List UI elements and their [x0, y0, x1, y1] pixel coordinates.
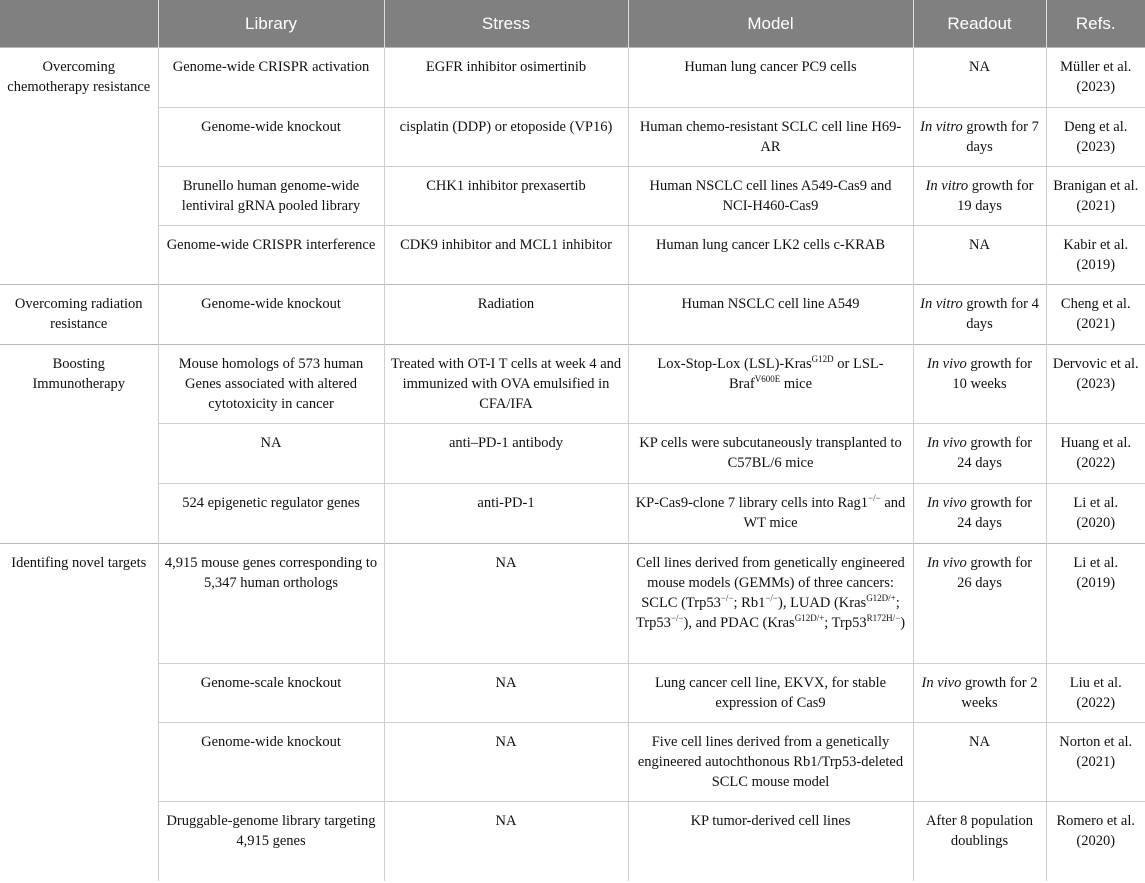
table-row: [0, 484, 1145, 544]
cell-refs: Liu et al. (2022): [1046, 664, 1145, 723]
header-category: [0, 0, 158, 48]
cell-refs: Cheng et al. (2021): [1046, 285, 1145, 345]
cell-stress: NA: [384, 664, 628, 723]
cell-readout: [913, 345, 1046, 424]
readout-text: growth for 2 weeks: [961, 675, 1038, 711]
readout-italic: In vivo: [921, 675, 962, 691]
readout-text: After 8 population doublings: [925, 813, 1034, 849]
cell-stress: Radiation: [384, 285, 628, 345]
table-row: [0, 544, 1145, 664]
readout-text: growth for 24 days: [957, 495, 1033, 531]
cell-refs: Li et al. (2020): [1046, 484, 1145, 544]
readout-italic: In vivo: [926, 495, 967, 511]
cell-library: Genome-scale knockout: [158, 664, 384, 723]
cell-stress: EGFR inhibitor osimertinib: [384, 48, 628, 108]
cell-library: Genome-wide CRISPR activation: [158, 48, 384, 108]
cell-model: Human chemo-resistant SCLC cell line H69-AR: [628, 108, 913, 167]
cell-library: Genome-wide knockout: [158, 723, 384, 802]
readout-text: growth for 7 days: [962, 119, 1039, 155]
table-body: [0, 48, 1145, 881]
cell-readout: [913, 226, 1046, 285]
readout-italic: In vivo: [926, 435, 967, 451]
cell-refs: Huang et al. (2022): [1046, 424, 1145, 484]
cell-library: 524 epigenetic regulator genes: [158, 484, 384, 544]
cell-readout: [913, 664, 1046, 723]
readout-text: growth for 26 days: [957, 555, 1033, 591]
header-stress: Stress: [384, 0, 628, 48]
cell-refs: Müller et al. (2023): [1046, 48, 1145, 108]
cell-model: KP tumor-derived cell lines: [628, 802, 913, 881]
cell-refs: Norton et al. (2021): [1046, 723, 1145, 802]
group-label: Overcoming chemotherapy resistance: [0, 48, 158, 285]
cell-library: Genome-wide knockout: [158, 108, 384, 167]
cell-refs: Dervovic et al. (2023): [1046, 345, 1145, 424]
cell-stress: CHK1 inhibitor prexasertib: [384, 167, 628, 226]
readout-text: NA: [969, 59, 990, 75]
cell-library: NA: [158, 424, 384, 484]
cell-stress: anti-PD-1: [384, 484, 628, 544]
table-row: [0, 723, 1145, 802]
cell-readout: [913, 802, 1046, 881]
readout-italic: In vitro: [925, 178, 969, 194]
table-row: [0, 345, 1145, 424]
readout-text: growth for 19 days: [957, 178, 1034, 214]
cell-model: Lung cancer cell line, EKVX, for stable expression of Cas9: [628, 664, 913, 723]
cell-model: Human lung cancer LK2 cells c-KRAB: [628, 226, 913, 285]
table-row: [0, 664, 1145, 723]
cell-readout: [913, 424, 1046, 484]
table-row: [0, 108, 1145, 167]
table-row: [0, 424, 1145, 484]
cell-stress: NA: [384, 723, 628, 802]
cell-readout: [913, 723, 1046, 802]
cell-refs: Li et al. (2019): [1046, 544, 1145, 664]
cell-model: Human NSCLC cell line A549: [628, 285, 913, 345]
cell-model: Five cell lines derived from a genetically engineered autochthonous Rb1/Trp53-deleted SCLC mouse model: [628, 723, 913, 802]
readout-text: growth for 24 days: [957, 435, 1033, 471]
table-row: [0, 48, 1145, 108]
readout-text: NA: [969, 734, 990, 750]
table-row: [0, 167, 1145, 226]
cell-stress: Treated with OT-I T cells at week 4 and immunized with OVA emulsified in CFA/IFA: [384, 345, 628, 424]
cell-refs: Kabir et al. (2019): [1046, 226, 1145, 285]
header-model: Model: [628, 0, 913, 48]
cell-model: Human lung cancer PC9 cells: [628, 48, 913, 108]
table-row: [0, 226, 1145, 285]
readout-italic: In vivo: [926, 555, 967, 571]
cell-readout: [913, 167, 1046, 226]
cell-model: KP cells were subcutaneously transplanted to C57BL/6 mice: [628, 424, 913, 484]
table-row: [0, 285, 1145, 345]
cell-library: Genome-wide knockout: [158, 285, 384, 345]
header-readout: Readout: [913, 0, 1046, 48]
cell-model: Human NSCLC cell lines A549-Cas9 and NCI-H460-Cas9: [628, 167, 913, 226]
cell-stress: cisplatin (DDP) or etoposide (VP16): [384, 108, 628, 167]
cell-model: Cell lines derived from genetically engineered mouse models (GEMMs) of three cancers: SCLC (Trp53−/−; Rb1−/−), LUAD (Kras$^{G12D/+}$; Trp53−/−), and PDAC (Kras$^{G12D/+}$; $Trp53^{R172H/-}$): [628, 544, 913, 664]
header-row: [0, 0, 1145, 48]
cell-stress: CDK9 inhibitor and MCL1 inhibitor: [384, 226, 628, 285]
cell-library: Druggable-genome library targeting 4,915 genes: [158, 802, 384, 881]
group-label: Boosting Immunotherapy: [0, 345, 158, 544]
cell-stress: NA: [384, 544, 628, 664]
cell-library: 4,915 mouse genes corresponding to 5,347 human orthologs: [158, 544, 384, 664]
cell-library: Brunello human genome-wide lentiviral gRNA pooled library: [158, 167, 384, 226]
cell-readout: [913, 108, 1046, 167]
group-label: Overcoming radiation resistance: [0, 285, 158, 345]
readout-text: growth for 10 weeks: [952, 356, 1033, 392]
readout-text: NA: [969, 237, 990, 253]
cell-library: Mouse homologs of 573 human Genes associated with altered cytotoxicity in cancer: [158, 345, 384, 424]
table-header: [0, 0, 1145, 48]
readout-italic: In vitro: [920, 119, 963, 135]
readout-italic: In vitro: [920, 296, 963, 312]
cell-readout: [913, 544, 1046, 664]
readout-italic: In vivo: [926, 356, 967, 372]
table-row: [0, 802, 1145, 881]
cell-stress: anti–PD-1 antibody: [384, 424, 628, 484]
cell-readout: [913, 484, 1046, 544]
cell-refs: Branigan et al. (2021): [1046, 167, 1145, 226]
cell-refs: Deng et al. (2023): [1046, 108, 1145, 167]
cell-model: KP-Cas9-clone 7 library cells into Rag1−/− and WT mice: [628, 484, 913, 544]
cell-model: Lox-Stop-Lox (LSL)-Kras$^{G12D}$ or LSL-Braf$^{V600E}$ mice: [628, 345, 913, 424]
cell-library: Genome-wide CRISPR interference: [158, 226, 384, 285]
cell-readout: [913, 48, 1046, 108]
header-library: Library: [158, 0, 384, 48]
header-refs: Refs.: [1046, 0, 1145, 48]
cell-refs: Romero et al. (2020): [1046, 802, 1145, 881]
cell-stress: NA: [384, 802, 628, 881]
group-label: Identifing novel targets: [0, 544, 158, 881]
readout-text: growth for 4 days: [962, 296, 1039, 332]
cell-readout: [913, 285, 1046, 345]
